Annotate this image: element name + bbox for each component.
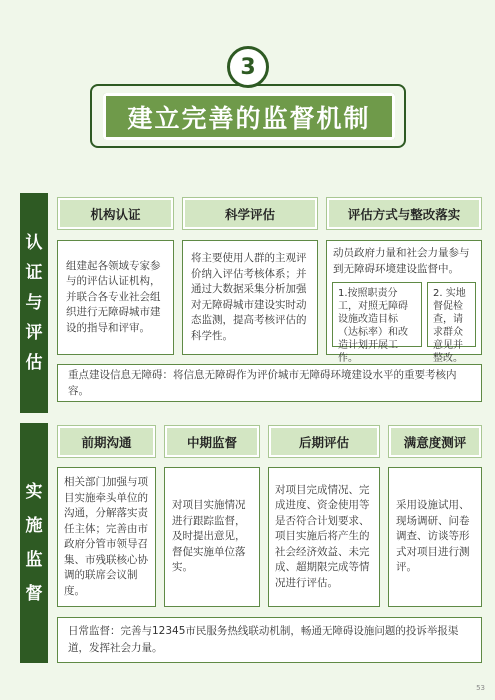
institution-certification-text: 组建起各领域专家参与的评估认证机构，并联合各专业社会组织进行无障碍城市建设的指导和评审。 [66, 259, 161, 334]
text-box-mid-supervision [164, 467, 260, 607]
info-accessibility-text: 重点建设信息无障碍：将信息无障碍作为评价城市无障碍环境建设水平的重要考核内容。 [68, 369, 457, 397]
section-label-supervision [20, 423, 48, 663]
evaluation-substep-2: 2. 实地督促检查，请求群众意见并整改。 [427, 282, 476, 347]
side-label-char: 督 [25, 584, 43, 604]
text-box-early-communication [57, 467, 156, 607]
section-label-certification [20, 193, 48, 413]
evaluation-method-intro: 动员政府力量和社会力量参与到无障碍环境建设监督中。 [333, 247, 470, 275]
post-evaluation-text: 对项目完成情况、完成进度、资金使用等是否符合计划要求、项目实施后将产生的社会经济效益、未完成、超期限完成等情况进行评估。 [275, 483, 370, 589]
heading-early-communication: 前期沟通 [57, 425, 156, 458]
side-label-char: 监 [25, 550, 43, 570]
daily-supervision-text: 日常监督：完善与12345市民服务热线联动机制，畅通无障碍设施问题的投诉举报渠道，发挥社会力量。 [68, 625, 459, 654]
info-accessibility-band [57, 364, 482, 402]
text-box-post-evaluation [268, 467, 380, 607]
side-label-char: 评 [25, 323, 43, 343]
evaluation-substep-1: 1.按照职责分工，对照无障碍设施改造目标（达标率）和改造计划开展工作。 [332, 282, 422, 347]
scientific-evaluation-text: 将主要使用人群的主观评价纳入评估考核体系；并通过大数据采集分析加强对无障碍城市建设实时动态监测，提高考核评估的科学性。 [191, 252, 307, 342]
heading-satisfaction-survey: 满意度测评 [388, 425, 482, 458]
side-label-char: 施 [25, 516, 43, 536]
early-communication-text: 相关部门加强与项目实施牵头单位的沟通，分解落实责任主体；完善由市政府分管市领导召集、市残联核心协调的联席会议制度。 [64, 476, 148, 597]
heading-scientific-evaluation: 科学评估 [182, 197, 318, 230]
heading-mid-supervision: 中期监督 [164, 425, 260, 458]
daily-supervision-band [57, 617, 482, 663]
satisfaction-survey-text: 采用设施试用、现场调研、问卷调查、访谈等形式对项目进行测评。 [396, 499, 470, 574]
side-label-char: 证 [25, 263, 43, 283]
side-label-char: 认 [25, 233, 43, 253]
section-number-badge: 3 [227, 46, 269, 88]
side-label-char: 实 [25, 482, 43, 502]
text-box-satisfaction-survey [388, 467, 482, 607]
heading-institution-certification: 机构认证 [57, 197, 174, 230]
page-number: 53 [476, 684, 485, 692]
side-label-char: 与 [25, 293, 43, 313]
text-box-scientific-evaluation [182, 240, 318, 355]
text-box-institution-certification [57, 240, 174, 355]
page-title: 建立完善的监督机制 [127, 103, 371, 133]
heading-evaluation-method: 评估方式与整改落实 [326, 197, 482, 230]
heading-post-evaluation: 后期评估 [268, 425, 380, 458]
side-label-char: 估 [25, 353, 43, 373]
mid-supervision-text: 对项目实施情况进行跟踪监督，及时提出意见，督促实施单位落实。 [172, 499, 246, 574]
title-banner [103, 93, 395, 140]
